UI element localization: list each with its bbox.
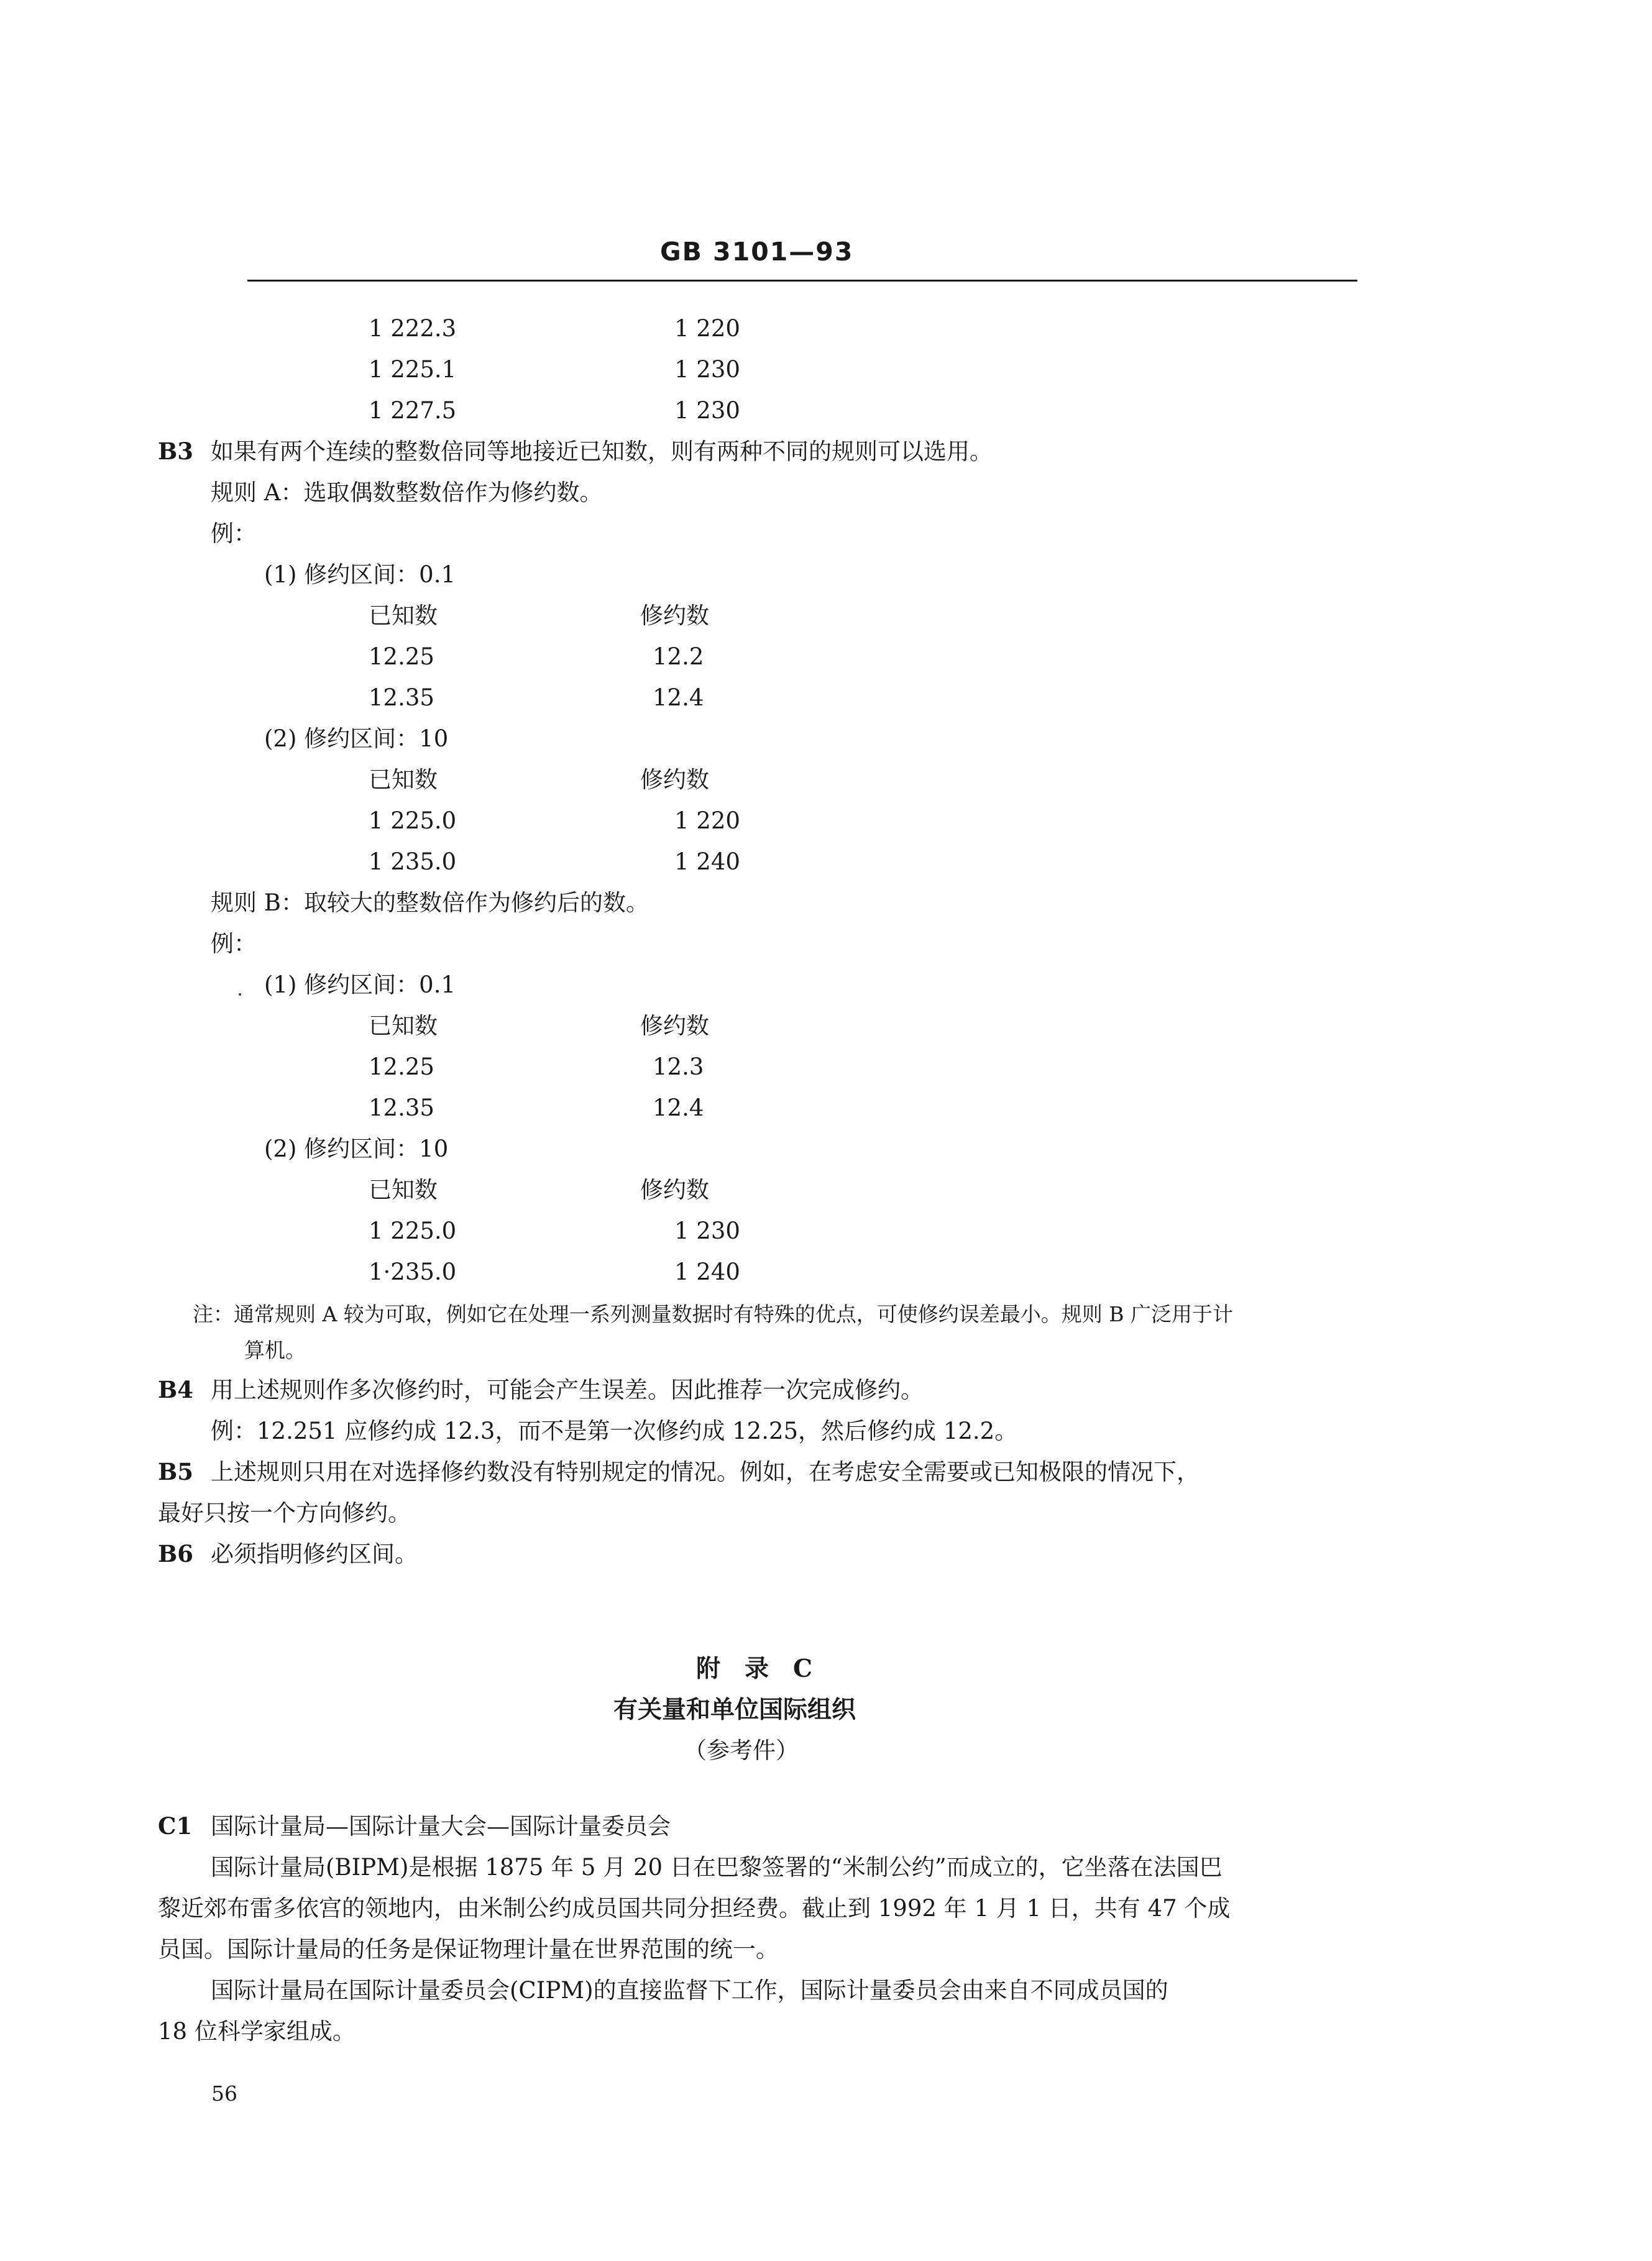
rule-b-ex2-label: (2) 修约区间：10 bbox=[264, 1135, 449, 1162]
rule-a-ex2-row2-rounded: 1 240 bbox=[674, 848, 740, 875]
c1-p2-line-2: 18 位科学家组成。 bbox=[158, 2018, 356, 2045]
rule-a-ex2-row1-known: 1 225.0 bbox=[369, 807, 457, 834]
rule-a-ex1-col-rounded: 修约数 bbox=[640, 602, 709, 629]
b3-note-line-2: 算机。 bbox=[244, 1338, 306, 1362]
b3-note-line-1: 注：通常规则 A 较为可取，例如它在处理一系列测量数据时有特殊的优点，可使修约误差最小。规则 B 广泛用于计 bbox=[193, 1302, 1234, 1326]
c1-p2-line-1: 国际计量局在国际计量委员会(CIPM)的直接监督下工作，国际计量委员会由来自不同成员国的 bbox=[211, 1977, 1168, 2004]
rule-a-ex1-col-known: 已知数 bbox=[369, 602, 438, 629]
rule-a-ex1-row2-known: 12.35 bbox=[369, 684, 434, 711]
rule-a-ex1-row1-rounded: 12.2 bbox=[653, 643, 704, 670]
section-number-b6: B6 bbox=[158, 1540, 194, 1567]
b4-text: 用上述规则作多次修约时，可能会产生误差。因此推荐一次完成修约。 bbox=[211, 1377, 924, 1403]
rule-a-ex2-row1-rounded: 1 220 bbox=[674, 807, 740, 834]
rule-b-ex1-label: (1) 修约区间：0.1 bbox=[264, 971, 456, 998]
rule-b-ex2-row1-rounded: 1 230 bbox=[674, 1218, 740, 1244]
top-row-3-rounded: 1 230 bbox=[674, 397, 740, 424]
rule-b-ex2-row2-known: 1·235.0 bbox=[369, 1259, 457, 1285]
rule-a-ex1-row2-rounded: 12.4 bbox=[653, 684, 704, 711]
rule-b-example-label: 例： bbox=[211, 930, 257, 957]
c1-p1-line-1: 国际计量局(BIPM)是根据 1875 年 5 月 20 日在巴黎签署的“米制公约”而成立的，它坐落在法国巴 bbox=[211, 1854, 1223, 1881]
rule-a-ex2-col-known: 已知数 bbox=[369, 766, 438, 793]
c1-heading: 国际计量局—国际计量大会—国际计量委员会 bbox=[211, 1813, 671, 1840]
appendix-subtitle: 有关量和单位国际组织 bbox=[613, 1695, 856, 1724]
rule-b-ex1-row1-rounded: 12.3 bbox=[653, 1053, 704, 1080]
top-row-1-known: 1 222.3 bbox=[369, 315, 457, 342]
rule-a-ex1-label: (1) 修约区间：0.1 bbox=[264, 561, 456, 588]
rule-a-example-label: 例： bbox=[211, 520, 257, 547]
c1-p1-line-3: 员国。国际计量局的任务是保证物理计量在世界范围的统一。 bbox=[158, 1936, 779, 1963]
b3-text: 如果有两个连续的整数倍同等地接近已知数，则有两种不同的规则可以选用。 bbox=[211, 438, 993, 465]
b6-text: 必须指明修约区间。 bbox=[211, 1541, 418, 1567]
rule-b-ex1-row2-rounded: 12.4 bbox=[653, 1094, 704, 1121]
rule-a-ex2-label: (2) 修约区间：10 bbox=[264, 725, 449, 752]
header-rule bbox=[247, 280, 1357, 282]
rule-b-ex2-row2-rounded: 1 240 bbox=[674, 1259, 740, 1285]
rule-a-ex1-row1-known: 12.25 bbox=[369, 643, 434, 670]
document-code: GB 3101—93 bbox=[660, 237, 854, 267]
appendix-title: 附 录 C bbox=[696, 1654, 813, 1683]
b4-example: 例：12.251 应修约成 12.3，而不是第一次修约成 12.25，然后修约成 12.2。 bbox=[211, 1418, 1018, 1444]
appendix-note: （参考件） bbox=[684, 1737, 799, 1764]
page-number: 56 bbox=[211, 2081, 237, 2106]
c1-p1-line-2: 黎近郊布雷多依宫的领地内，由米制公约成员国共同分担经费。截止到 1992 年 1 月 1 日，共有 47 个成 bbox=[158, 1895, 1231, 1922]
rule-b-title: 规则 B：取较大的整数倍作为修约后的数。 bbox=[211, 889, 649, 916]
section-number-b5: B5 bbox=[158, 1458, 194, 1485]
top-row-3-known: 1 227.5 bbox=[369, 397, 457, 424]
rule-a-ex2-row2-known: 1 235.0 bbox=[369, 848, 457, 875]
b5-line-1: 上述规则只用在对选择修约数没有特别规定的情况。例如，在考虑安全需要或已知极限的情况下， bbox=[211, 1459, 1200, 1485]
rule-b-ex1-col-rounded: 修约数 bbox=[640, 1012, 709, 1039]
rule-b-ex1-row2-known: 12.35 bbox=[369, 1094, 434, 1121]
rule-b-ex2-col-rounded: 修约数 bbox=[640, 1176, 709, 1203]
b5-line-2: 最好只按一个方向修约。 bbox=[158, 1500, 411, 1526]
rule-b-ex1-col-known: 已知数 bbox=[369, 1012, 438, 1039]
section-number-b3: B3 bbox=[158, 438, 194, 465]
section-number-c1: C1 bbox=[158, 1812, 193, 1840]
rule-b-ex2-col-known: 已知数 bbox=[369, 1176, 438, 1203]
rule-b-ex2-row1-known: 1 225.0 bbox=[369, 1218, 457, 1244]
rule-a-ex2-col-rounded: 修约数 bbox=[640, 766, 709, 793]
rule-a-title: 规则 A：选取偶数整数倍作为修约数。 bbox=[211, 479, 603, 506]
top-row-2-known: 1 225.1 bbox=[369, 356, 457, 383]
scan-speck bbox=[239, 993, 241, 996]
rule-b-ex1-row1-known: 12.25 bbox=[369, 1053, 434, 1080]
top-row-2-rounded: 1 230 bbox=[674, 356, 740, 383]
section-number-b4: B4 bbox=[158, 1376, 194, 1403]
top-row-1-rounded: 1 220 bbox=[674, 315, 740, 342]
